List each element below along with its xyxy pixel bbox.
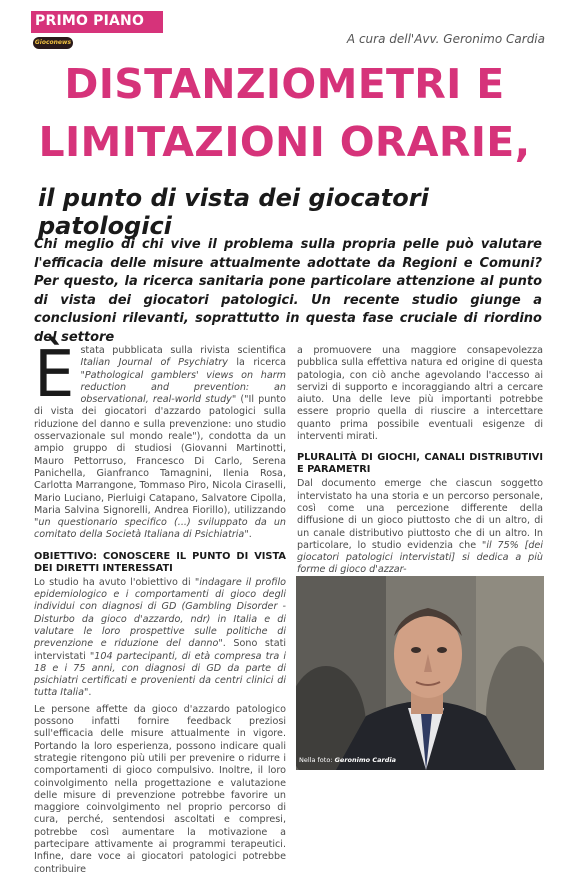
photo-caption: Nella foto: Geronimo Cardia [299,756,396,764]
left-column [34,338,287,880]
section-label: PRIMO PIANO [35,13,145,29]
section-heading-objective: OBIETTIVO: CONOSCERE IL PUNTO DI VISTA DEI DIRETTI INTERESSATI [34,550,286,574]
games-paragraph: Dal documento emerge che ciascun soggetto intervistato ha una storia e un percorso personale, così come una percezione differente della diffusione di un gioco piuttosto che di un altro, di un canale distributivo piuttosto che di un altro. In particolare, lo studio evidenzia che "il 75% [dei giocatori patologici intervistati] si dedica a più forme di gioco d'azzar- [297,478,544,576]
portrait-illustration [296,576,544,770]
dropcap: È [34,338,75,412]
headline-line-1: DISTANZIOMETRI E [64,60,505,108]
feedback-paragraph: Le persone affette da gioco d'azzardo patologico possono infatti fornire feedback preziosi sull'efficacia delle misure attualmente in vigore. Portando la loro esperienza, possono indicare quali strategie ritengono più utili per prevenire o ridurre i comportamenti di gioco compulsivo. Inoltre, il loro coinvolgimento nella progettazione e valutazione delle misure di prevenzione potrebbe favorire un maggiore coinvolgimento nel proprio percorso di cura, perché, sentendosi ascoltati e compresi, potrebbe così aumentare la motivazione a partecipare attivamente ai programmi terapeutici. Infine, dare voce ai giocatori patologici potrebbe contribuire [34,703,286,875]
section-heading-games: PLURALITÀ DI GIOCHI, CANALI DISTRIBUTIVI E PARAMETRI [297,452,543,476]
lead-paragraph: Chi meglio di chi vive il problema sulla propria pelle può valutare l'efficacia delle misure attualmente adottate da Regioni e Comuni? Per questo, la ricerca sanitaria pone particolare attenzione al punto di vista dei giocatori patologici. Un recente studio giunge a conclusioni rilevanti, soprattutto in questa fase cruciale di riordino del settore [34,237,542,345]
headline-line-2: LIMITAZIONI ORARIE, [38,118,531,166]
intro-paragraph: stata pubblicata sulla rivista scientifica Italian Journal of Psychiatry la ricerca "Pathological gamblers' views on harm reduction and prevention: an observational, real-world study" ("Il punto di vista dei giocatori d'azzardo patologici sulla riduzione del danno e sulla prevenzione: uno studio osservazionale sul mondo reale"), condotta da un ampio gruppo di studiosi (Giovanni Martinotti, Mauro Pettorruso, Francesco Di Carlo, Serena Panichella, Gianfranco Tamagnini, Ilenia Rosa, Carlotta Marrangone, Tommaso Piro, Nicola Ciraselli, Mario Luciano, Pierluigi Catapano, Salvatore Cipolla, Maria Salvina Signorelli, Andrea Fiorillo), utilizzando "un questionario specifico (...) sviluppato da un comitato della Società Italiana di Psichiatria". [34,345,287,541]
byline: A cura dell'Avv. Geronimo Cardia [346,32,545,46]
portrait-photo [296,576,544,770]
right-column [297,345,543,581]
magazine-logo: Gioconews [33,37,73,49]
objective-paragraph: Lo studio ha avuto l'obiettivo di "indagare il profilo epidemiologico e i comportamenti di gioco degli individui con diagnosi di GD (Gambling Disorder - Disturbo da gioco d'azzardo, ndr) in Italia e di valutare le loro prospettive sulle politiche di prevenzione e riduzione del danno". Sono stati intervistati "104 partecipanti, di età compresa tra i 18 e i 75 anni, con diagnosi di GD da parte di psichiatri certificati e provenienti da centri clinici di tutta Italia". [34,576,286,699]
subtitle: il punto di vista dei giocatori patologici [38,184,429,240]
awareness-paragraph: a promuovere una maggiore consapevolezza pubblica sulla effettiva natura ed origine di questa patologia, con ciò anche agevolando l'accesso ai servizi di supporto e incoraggiando altri a cercare aiuto. Una delle leve più importanti potrebbe essere proprio quella di riuscire a intercettare quanto prima possibile eventuali esigenze di interventi mirati. [297,345,543,443]
